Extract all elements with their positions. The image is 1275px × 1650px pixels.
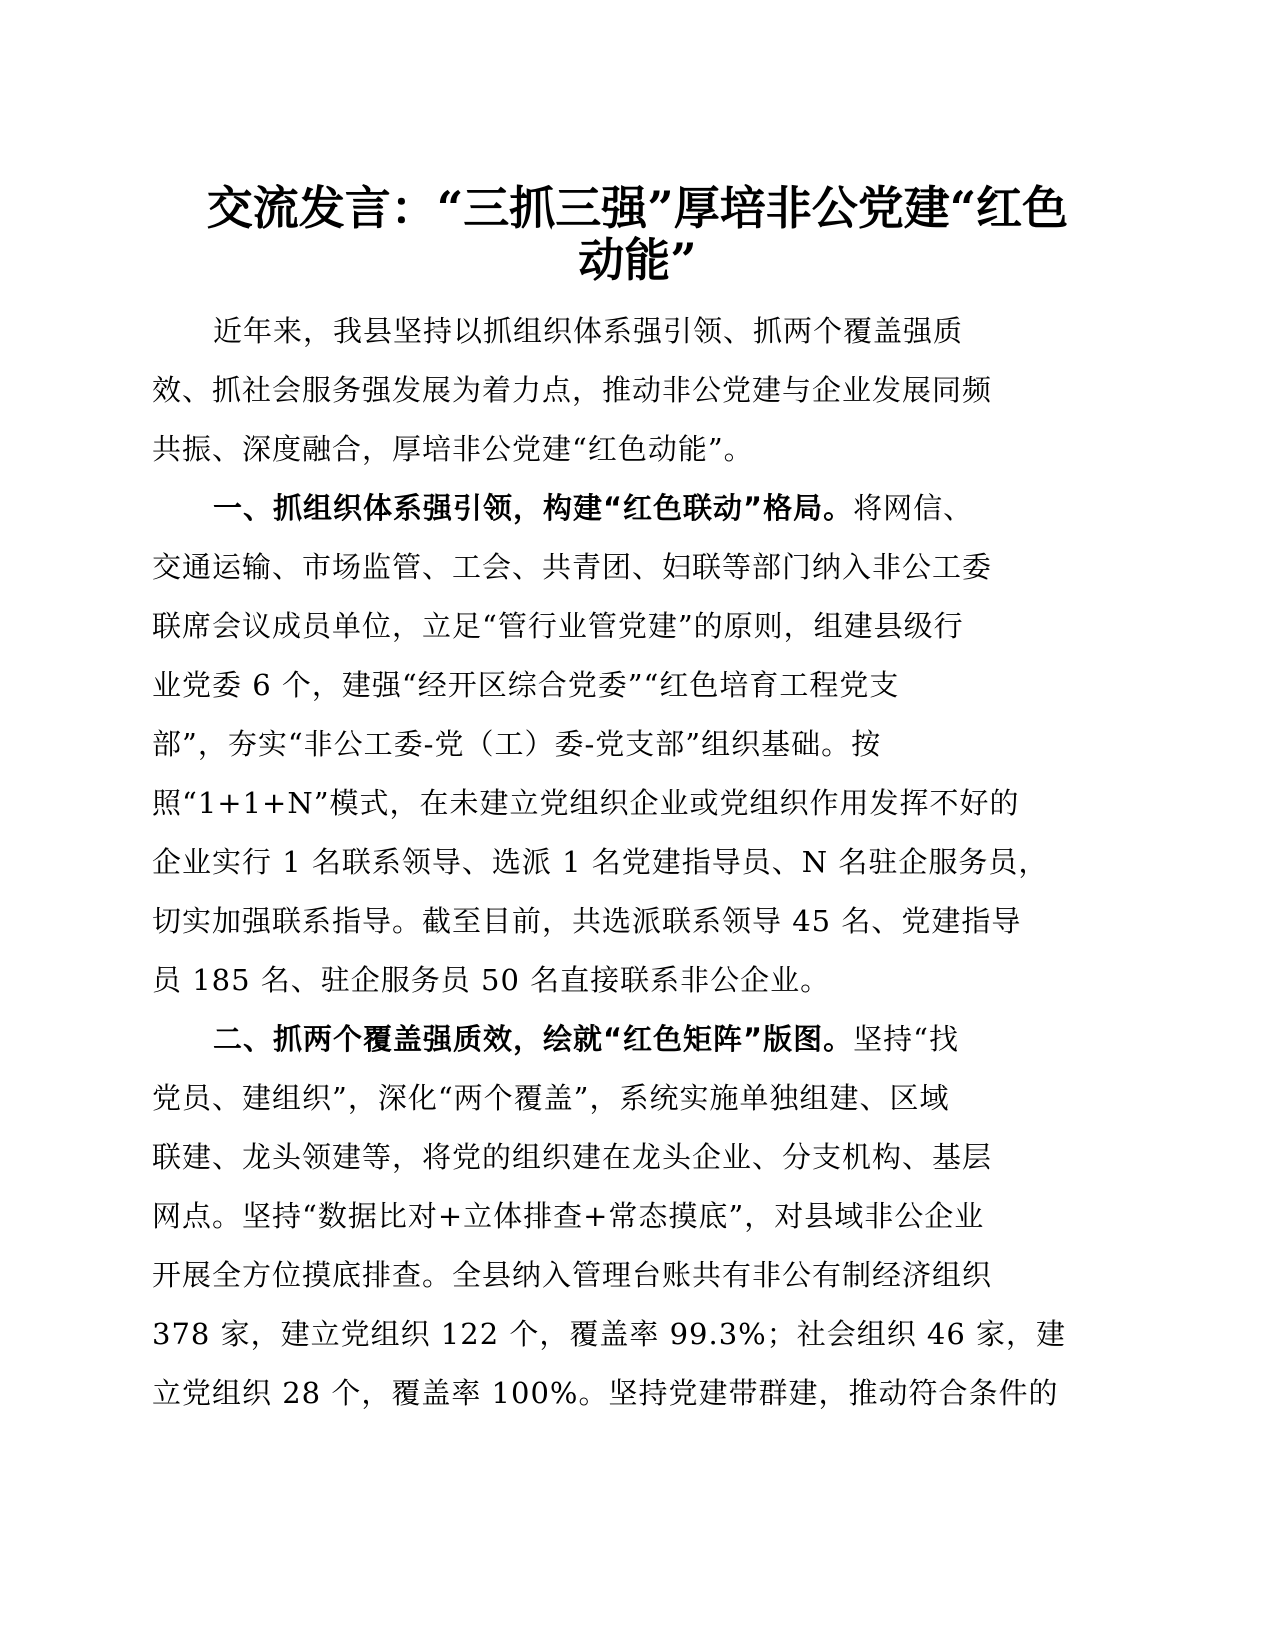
section-2-line: 立党组织 28 个，覆盖率 100%。坚持党建带群建，推动符合条件的 <box>152 1376 1059 1410</box>
section-1-line: 部”，夯实“非公工委-党（工）委-党支部”组织基础。按 <box>152 727 882 761</box>
section-1-line: 切实加强联系指导。截至目前，共选派联系领导 45 名、党建指导 <box>152 904 1022 938</box>
section-2-first-line <box>213 1019 959 1059</box>
intro-line: 共振、深度融合，厚培非公党建“红色动能”。 <box>152 432 754 466</box>
document-title-line-1: 交流发言：“三抓三强”厚培非公党建“红色 <box>206 181 1069 235</box>
section-2-line: 党员、建组织”，深化“两个覆盖”，系统实施单独组建、区域 <box>152 1081 950 1115</box>
section-2-line: 开展全方位摸底排查。全县纳入管理台账共有非公有制经济组织 <box>152 1258 993 1292</box>
section-2-line: 联建、龙头领建等，将党的组织建在龙头企业、分支机构、基层 <box>152 1140 993 1174</box>
section-1-line: 员 185 名、驻企服务员 50 名直接联系非公企业。 <box>152 963 831 997</box>
intro-line: 近年来，我县坚持以抓组织体系强引领、抓两个覆盖强质 <box>213 314 964 348</box>
section-1-first-line-text: 将网信、 <box>853 491 974 525</box>
section-1-line: 企业实行 1 名联系领导、选派 1 名党建指导员、N 名驻企服务员， <box>152 845 1049 879</box>
section-2-heading: 二、抓两个覆盖强质效，绘就“红色矩阵”版图。 <box>213 1022 854 1056</box>
section-1-line: 联席会议成员单位，立足“管行业管党建”的原则，组建县级行 <box>152 609 964 643</box>
section-1-heading: 一、抓组织体系强引领，构建“红色联动”格局。 <box>213 491 854 525</box>
section-2-line: 378 家，建立党组织 122 个，覆盖率 99.3%；社会组织 46 家，建 <box>152 1317 1067 1351</box>
section-1-line: 照“1+1+N”模式，在未建立党组织企业或党组织作用发挥不好的 <box>152 786 1020 820</box>
section-1-first-line <box>213 488 973 528</box>
section-2-line: 网点。坚持“数据比对+立体排查+常态摸底”，对县域非公企业 <box>152 1199 985 1233</box>
section-1-line: 交通运输、市场监管、工会、共青团、妇联等部门纳入非公工委 <box>152 550 993 584</box>
section-1-line: 业党委 6 个，建强“经开区综合党委”“红色培育工程党支 <box>152 668 900 702</box>
section-2-first-line-text: 坚持“找 <box>853 1022 959 1056</box>
intro-line: 效、抓社会服务强发展为着力点，推动非公党建与企业发展同频 <box>152 373 993 407</box>
document-title-line-2: 动能” <box>578 233 697 287</box>
